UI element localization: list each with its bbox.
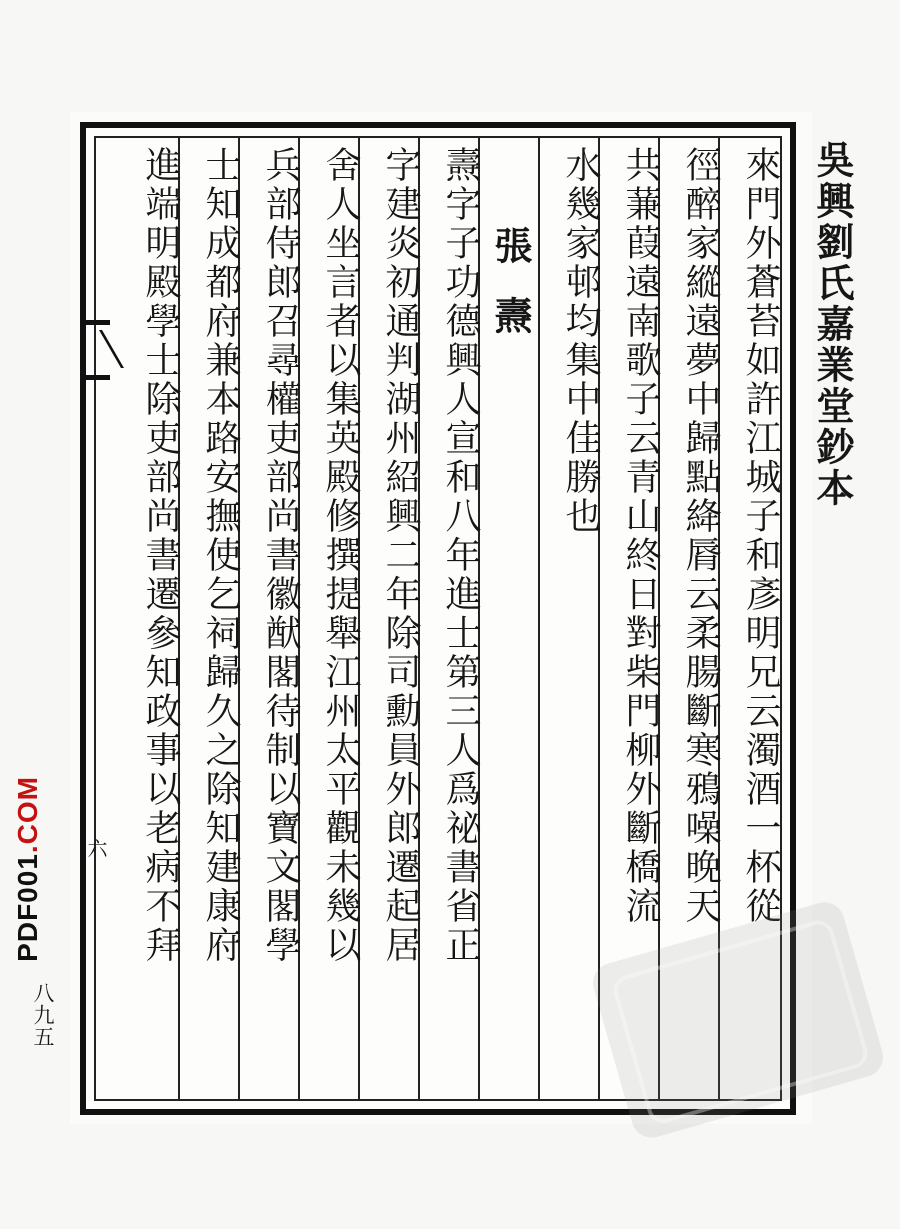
book-title: 吳興劉氏嘉業堂鈔本	[810, 140, 855, 509]
text-column-6: 燾字子功德興人宣和八年進士第三人爲祕書省正	[440, 146, 481, 965]
printed-page-number: 八九五	[31, 982, 55, 1048]
watermark-com-text: .COM	[12, 776, 43, 854]
text-column-3: 共蒹葭遠南歌子云青山終日對柴門柳外斷橋流	[620, 146, 661, 926]
text-column-4: 水幾家邨均集中佳勝也	[560, 146, 601, 536]
text-column-8: 舍人坐言者以集英殿修撰提舉江州太平觀未幾以	[320, 146, 361, 965]
fold-page-number: 六	[84, 838, 108, 858]
text-column-10: 士知成都府兼本路安撫使乞祠歸久之除知建康府	[200, 146, 241, 965]
pdf001-watermark	[12, 776, 46, 962]
text-column-9: 兵部侍郎召尋權吏部尚書徽猷閣待制以寶文閣學	[260, 146, 301, 965]
text-column-1: 來門外蒼苔如許江城子和彥明兄云濁酒一杯從	[740, 146, 781, 926]
text-column-11: 進端明殿學士除吏部尚書遷參知政事以老病不拜	[140, 146, 181, 965]
fishtail-mark	[82, 320, 110, 380]
text-column-7: 字建炎初通判湖州紹興二年除司勳員外郎遷起居	[380, 146, 421, 965]
biography-heading: 張燾	[488, 226, 533, 366]
watermark-pdf-text: PDF001	[12, 853, 43, 962]
column-divider	[538, 137, 540, 1100]
text-column-2: 徑醉家縱遠夢中歸點絳脣云柔腸斷寒鴉噪晚天	[680, 146, 721, 926]
